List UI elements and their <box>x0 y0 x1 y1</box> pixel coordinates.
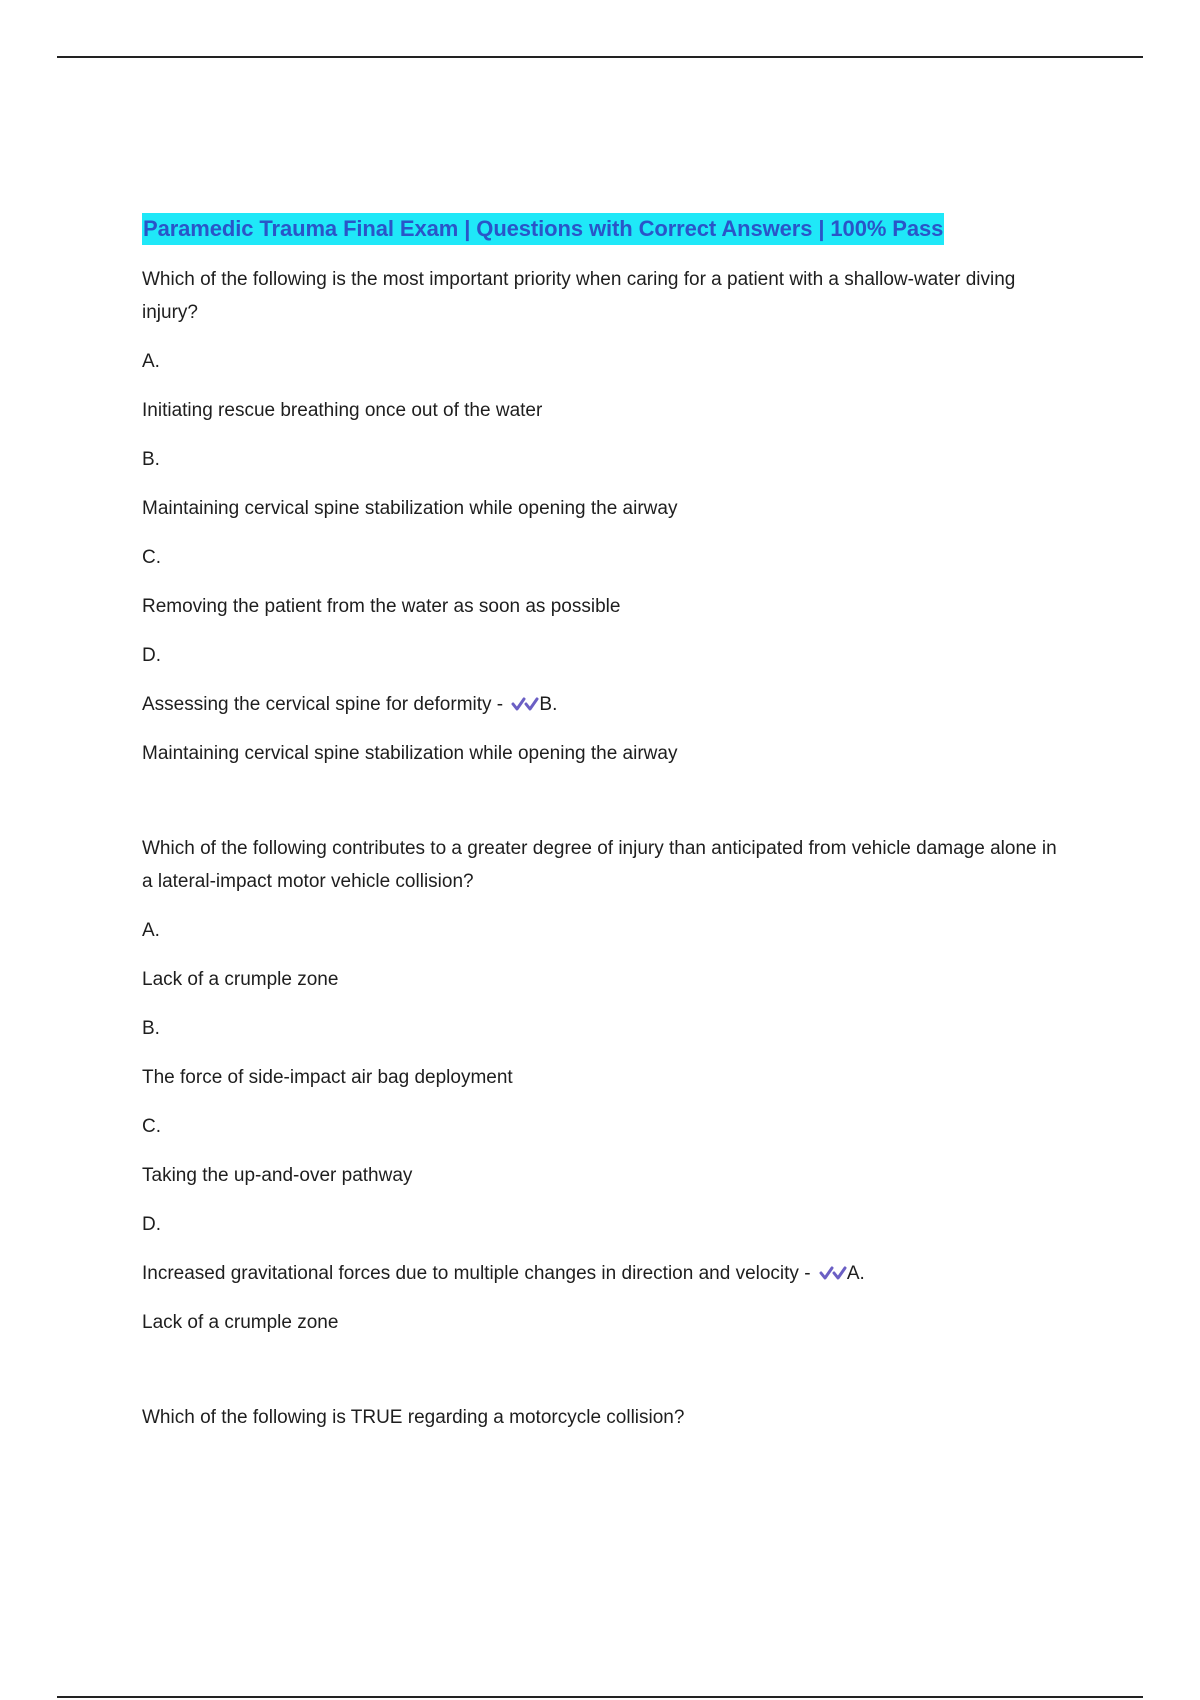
question-block-3 <box>142 1401 1062 1434</box>
option-text: Increased gravitational forces due to multiple changes in direction and velocity - <box>142 1263 811 1284</box>
page-bottom-rule <box>57 1696 1143 1698</box>
question-text: Which of the following contributes to a greater degree of injury than anticipated from vehicle damage alone in a lateral-impact motor vehicle collision? <box>142 838 1057 892</box>
answer-text: Lack of a crumple zone <box>142 1312 339 1333</box>
option-letter: C. <box>142 1116 161 1137</box>
option-text: Assessing the cervical spine for deformity - <box>142 694 504 715</box>
answer-text: Maintaining cervical spine stabilization while opening the airway <box>142 743 678 764</box>
option-text: The force of side-impact air bag deployment <box>142 1067 513 1088</box>
answer-letter: B. <box>539 694 558 715</box>
question-block-1 <box>142 263 1062 770</box>
page-top-rule <box>57 56 1143 58</box>
answer-line <box>142 1257 1062 1290</box>
document-title: Paramedic Trauma Final Exam | Questions with Correct Answers | 100% Pass <box>142 213 944 245</box>
answer-line <box>142 688 1062 721</box>
option-letter: B. <box>142 1018 160 1039</box>
check-icon <box>819 1264 847 1282</box>
option-text: Lack of a crumple zone <box>142 969 339 990</box>
option-letter: A. <box>142 920 160 941</box>
option-letter: D. <box>142 645 161 666</box>
option-text: Maintaining cervical spine stabilization while opening the airway <box>142 498 678 519</box>
option-letter: C. <box>142 547 161 568</box>
option-letter: D. <box>142 1214 161 1235</box>
option-text: Removing the patient from the water as soon as possible <box>142 596 621 617</box>
question-block-2 <box>142 832 1062 1339</box>
option-letter: A. <box>142 351 160 372</box>
option-text: Initiating rescue breathing once out of the water <box>142 400 543 421</box>
question-text: Which of the following is the most important priority when caring for a patient with a shallow-water diving injury? <box>142 269 1016 323</box>
answer-letter: A. <box>846 1263 865 1284</box>
option-letter: B. <box>142 449 160 470</box>
question-text: Which of the following is TRUE regarding a motorcycle collision? <box>142 1407 685 1428</box>
check-icon <box>511 695 539 713</box>
option-text: Taking the up-and-over pathway <box>142 1165 413 1186</box>
document-body <box>142 213 1062 1434</box>
